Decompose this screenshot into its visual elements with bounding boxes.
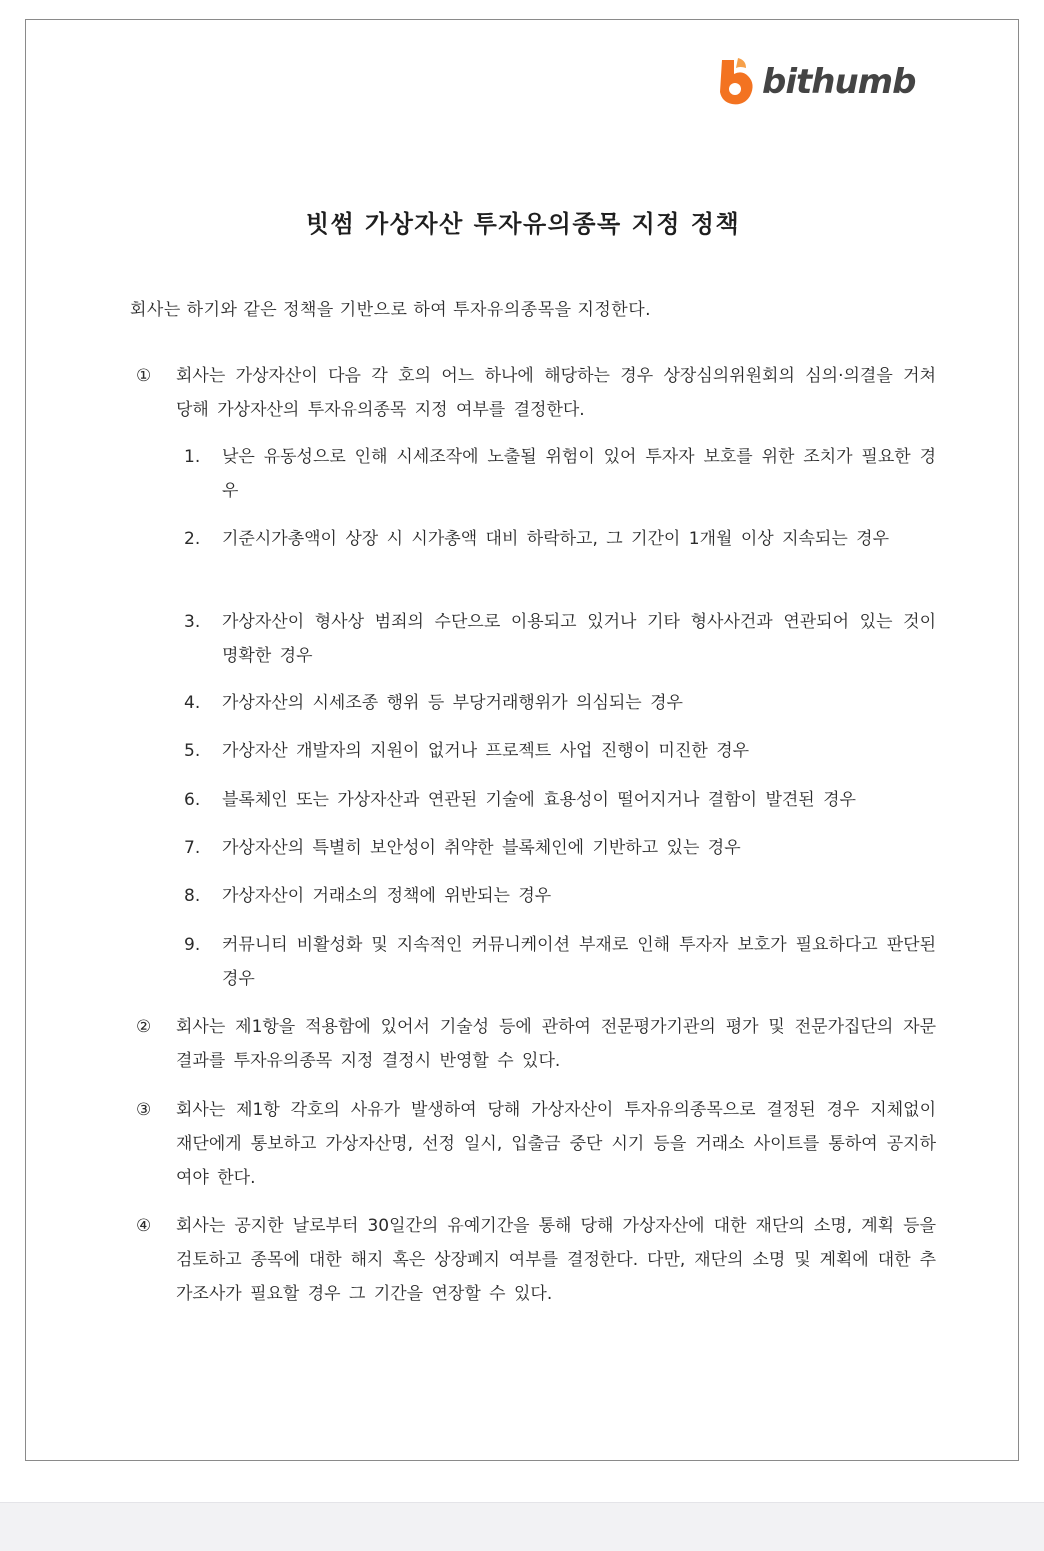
item-text: 가상자산이 거래소의 정책에 위반되는 경우 xyxy=(222,886,552,906)
clause-3 xyxy=(136,1093,936,1195)
bithumb-logo-text: bithumb xyxy=(762,62,916,102)
item-number: 3. xyxy=(184,612,201,632)
bithumb-logo xyxy=(716,56,915,108)
intro-text: 회사는 하기와 같은 정책을 기반으로 하여 투자유의종목을 지정한다. xyxy=(130,300,652,320)
clause-2 xyxy=(136,1010,936,1078)
item-number: 7. xyxy=(184,838,201,858)
list-item xyxy=(184,686,936,720)
item-number: 5. xyxy=(184,741,201,761)
item-number: 9. xyxy=(184,935,201,955)
list-item xyxy=(184,831,936,865)
clause-4 xyxy=(136,1209,936,1311)
clause-marker: ④ xyxy=(136,1216,152,1236)
clause-text: 회사는 제1항 각호의 사유가 발생하여 당해 가상자산이 투자유의종목으로 결정된 경우 지체없이 재단에게 통보하고 가상자산명, 선정 일시, 입출금 중단 시기 등을 거래소 사이트를 통하여 공지하여야 한다. xyxy=(176,1100,936,1188)
item-text: 커뮤니티 비활성화 및 지속적인 커뮤니케이션 부재로 인해 투자자 보호가 필요하다고 판단된 경우 xyxy=(222,935,936,989)
clause-marker: ① xyxy=(136,366,152,386)
document-page xyxy=(25,19,1019,1461)
page-title: 빗썸 가상자산 투자유의종목 지정 정책 xyxy=(305,210,741,238)
item-number: 8. xyxy=(184,886,201,906)
clause-text: 회사는 공지한 날로부터 30일간의 유예기간을 통해 당해 가상자산에 대한 재단의 소명, 계획 등을 검토하고 종목에 대한 해지 혹은 상장폐지 여부를 결정한다. 다만, 재단의 소명 및 계획에 대한 추가조사가 필요할 경우 그 기간을 연장할 수 있다. xyxy=(176,1216,936,1304)
item-text: 낮은 유동성으로 인해 시세조작에 노출될 위험이 있어 투자자 보호를 위한 조치가 필요한 경우 xyxy=(222,447,936,501)
viewer-bottom-bar xyxy=(0,1502,1044,1551)
item-text: 블록체인 또는 가상자산과 연관된 기술에 효용성이 떨어지거나 결함이 발견된 경우 xyxy=(222,790,856,810)
clause-marker: ③ xyxy=(136,1100,152,1120)
item-text: 가상자산의 특별히 보안성이 취약한 블록체인에 기반하고 있는 경우 xyxy=(222,838,741,858)
clause-marker: ② xyxy=(136,1017,152,1037)
item-text: 기준시가총액이 상장 시 시가총액 대비 하락하고, 그 기간이 1개월 이상 지속되는 경우 xyxy=(222,529,890,549)
list-item xyxy=(184,783,936,817)
list-item xyxy=(184,605,936,673)
item-number: 4. xyxy=(184,693,201,713)
bithumb-logo-icon xyxy=(716,56,758,108)
clause-1 xyxy=(136,359,936,427)
list-item xyxy=(184,522,936,556)
item-text: 가상자산의 시세조종 행위 등 부당거래행위가 의심되는 경우 xyxy=(222,693,683,713)
list-item xyxy=(184,440,936,508)
clause-text: 회사는 가상자산이 다음 각 호의 어느 하나에 해당하는 경우 상장심의위원회의 심의·의결을 거쳐 당해 가상자산의 투자유의종목 지정 여부를 결정한다. xyxy=(176,366,936,420)
clause-text: 회사는 제1항을 적용함에 있어서 기술성 등에 관하여 전문평가기관의 평가 및 전문가집단의 자문 결과를 투자유의종목 지정 결정시 반영할 수 있다. xyxy=(176,1017,936,1071)
list-item xyxy=(184,928,936,996)
item-text: 가상자산 개발자의 지원이 없거나 프로젝트 사업 진행이 미진한 경우 xyxy=(222,741,750,761)
item-number: 6. xyxy=(184,790,201,810)
list-item xyxy=(184,734,936,768)
item-number: 1. xyxy=(184,447,201,467)
list-item xyxy=(184,879,936,913)
item-text: 가상자산이 형사상 범죄의 수단으로 이용되고 있거나 기타 형사사건과 연관되어 있는 것이 명확한 경우 xyxy=(222,612,936,666)
item-number: 2. xyxy=(184,529,201,549)
